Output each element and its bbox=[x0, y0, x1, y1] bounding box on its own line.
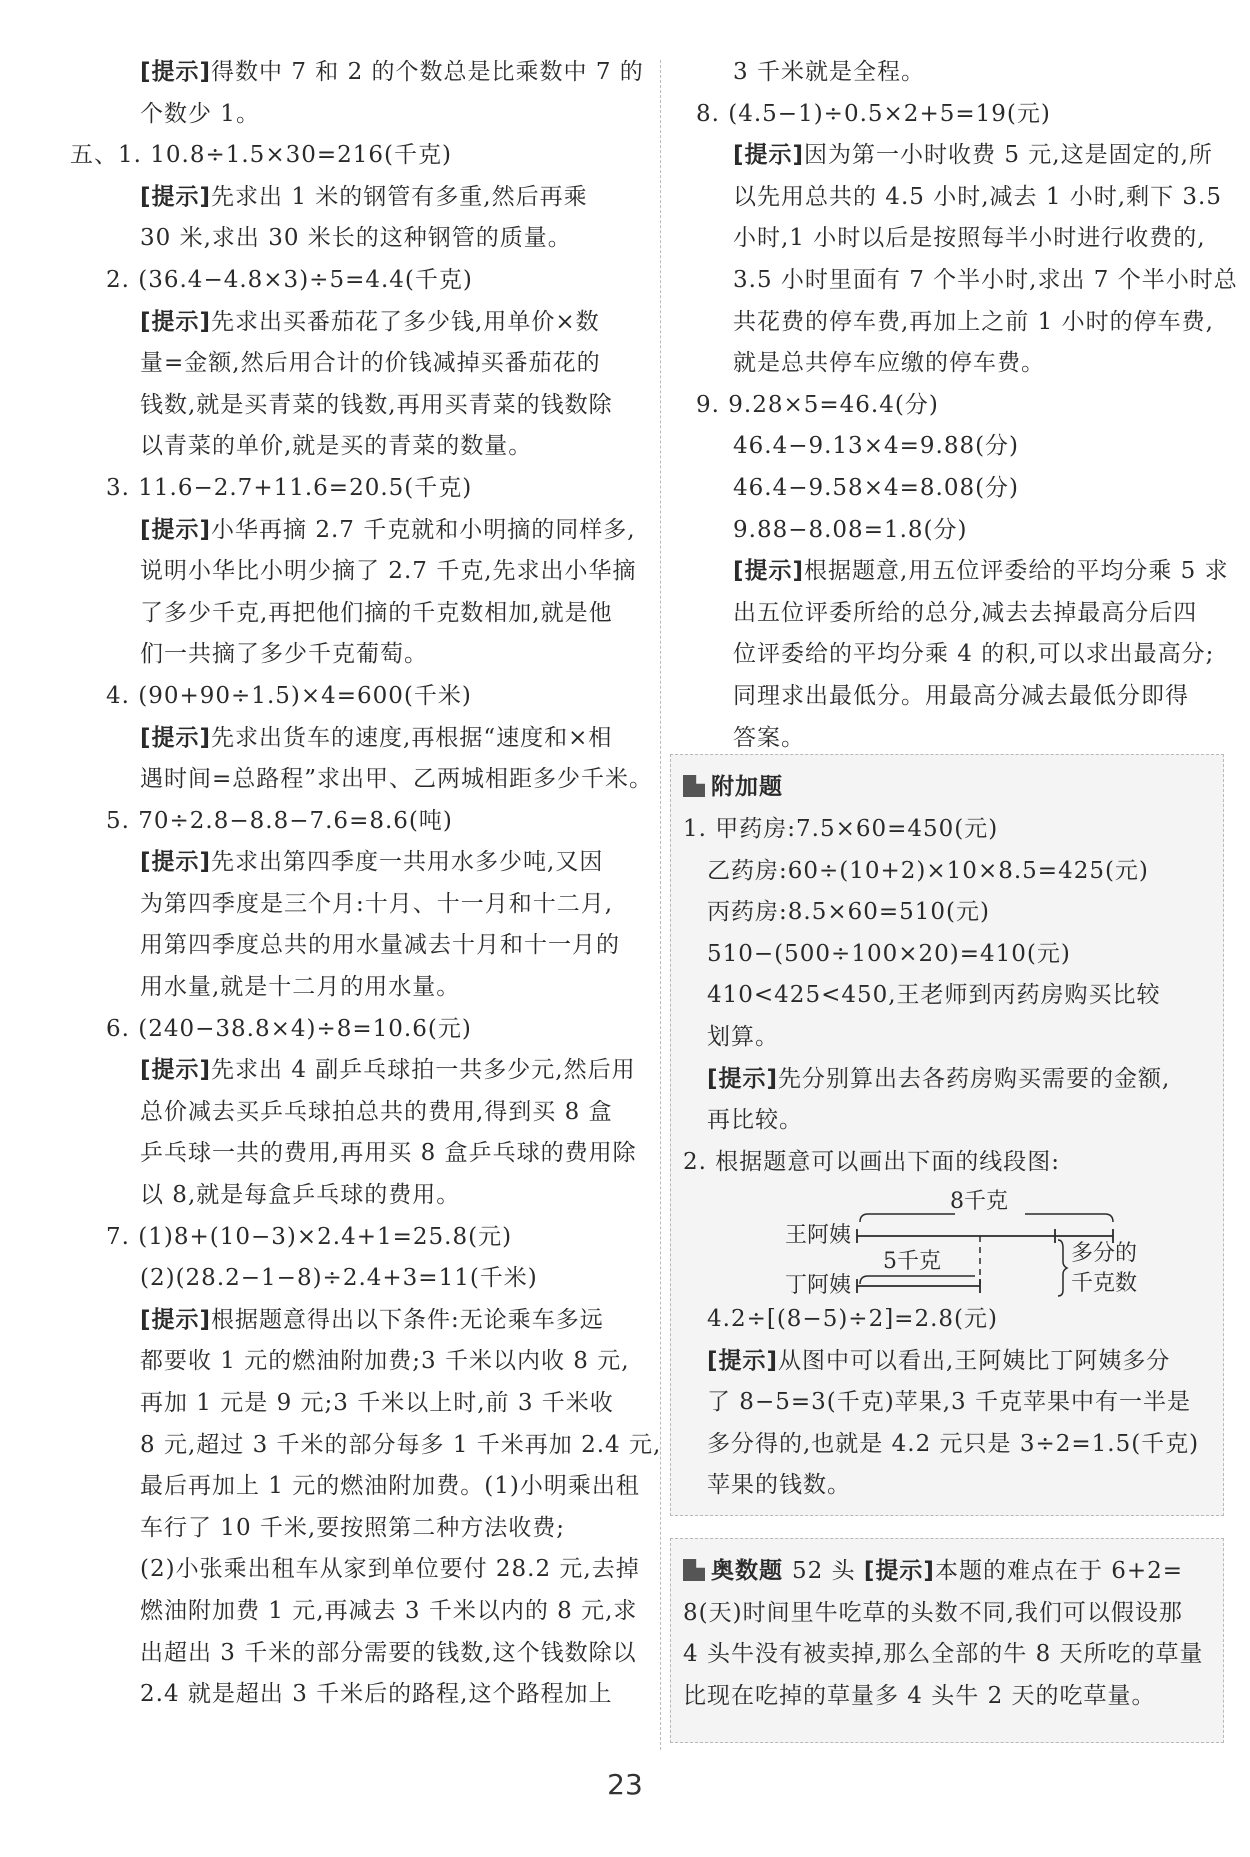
left-line: 3. 11.6−2.7+11.6=20.5(千克) bbox=[106, 474, 473, 501]
fj-after-line: 多分得的,也就是 4.2 元只是 3÷2=1.5(千克) bbox=[707, 1430, 1200, 1457]
left-line: [提示]小华再摘 2.7 千克就和小明摘的同样多, bbox=[140, 516, 636, 543]
right-line: 就是总共停车应缴的停车费。 bbox=[733, 350, 1045, 377]
left-line: [提示]先求出 4 副乒乓球拍一共多少元,然后用 bbox=[140, 1057, 636, 1084]
olympiad-line: 比现在吃掉的草量多 4 头牛 2 天的吃草量。 bbox=[683, 1682, 1156, 1709]
right-line: 答案。 bbox=[733, 724, 805, 751]
diagram-side-brace bbox=[1058, 1240, 1067, 1296]
right-line: 9. 9.28×5=46.4(分) bbox=[696, 391, 939, 418]
left-line: 再加 1 元是 9 元;3 千米以上时,前 3 千米收 bbox=[140, 1390, 614, 1416]
left-line: 以青菜的单价,就是买的青菜的数量。 bbox=[140, 433, 533, 460]
left-line: 说明小华比小明少摘了 2.7 千克,先求出小华摘 bbox=[140, 558, 637, 585]
right-line: [提示]因为第一小时收费 5 元,这是固定的,所 bbox=[733, 142, 1213, 169]
olympiad-line: 8(天)时间里牛吃草的头数不同,我们可以假设那 bbox=[683, 1599, 1183, 1626]
right-line: 8. (4.5−1)÷0.5×2+5=19(元) bbox=[696, 100, 1051, 127]
left-line: 个数少 1。 bbox=[140, 100, 260, 127]
diagram-top-label: 8千克 bbox=[950, 1189, 1008, 1214]
left-line: 5. 70÷2.8−8.8−7.6=8.6(吨) bbox=[106, 807, 453, 834]
left-line: 最后再加上 1 元的燃油附加费。(1)小明乘出租 bbox=[140, 1473, 640, 1500]
left-line: 以 8,就是每盒乒乓球的费用。 bbox=[140, 1182, 461, 1209]
right-line: 共花费的停车费,再加上之前 1 小时的停车费, bbox=[733, 308, 1214, 335]
left-line: 都要收 1 元的燃油附加费;3 千米以内收 8 元, bbox=[140, 1348, 630, 1375]
left-line: [提示]先求出货车的速度,再根据“速度和×相 bbox=[140, 724, 613, 751]
right-line: 以先用总共的 4.5 小时,减去 1 小时,剩下 3.5 bbox=[733, 183, 1222, 210]
olympiad-line: 4 头牛没有被卖掉,那么全部的牛 8 天所吃的草量 bbox=[683, 1641, 1204, 1668]
section-tag-icon bbox=[683, 775, 705, 797]
fj-line: 再比较。 bbox=[707, 1107, 803, 1134]
left-line: 钱数,就是买青菜的钱数,再用买青菜的钱数除 bbox=[140, 391, 613, 418]
fj-line: 乙药房:60÷(10+2)×10×8.5=425(元) bbox=[707, 857, 1149, 884]
left-line: 们一共摘了多少千克葡萄。 bbox=[140, 641, 428, 668]
left-line: 出超出 3 千米的部分需要的钱数,这个钱数除以 bbox=[140, 1639, 637, 1666]
olympiad-question-body bbox=[683, 1551, 1213, 1717]
fj-after-line: 苹果的钱数。 bbox=[707, 1472, 851, 1499]
olympiad-question-box bbox=[670, 1538, 1224, 1743]
left-line: 7. (1)8+(10−3)×2.4+1=25.8(元) bbox=[106, 1223, 513, 1250]
left-line: 8 元,超过 3 千米的部分每多 1 千米再加 2.4 元, bbox=[140, 1431, 662, 1458]
left-line: 总价减去买乒乓球拍总共的费用,得到买 8 盒 bbox=[140, 1098, 613, 1125]
bonus-question-body bbox=[683, 809, 1213, 1183]
page-number: 23 bbox=[607, 1768, 643, 1801]
bonus-question-box bbox=[670, 754, 1224, 1516]
right-line: 3 千米就是全程。 bbox=[733, 59, 925, 85]
left-column bbox=[70, 52, 662, 1716]
left-line: 30 米,求出 30 米长的这种钢管的质量。 bbox=[140, 225, 572, 252]
column-divider bbox=[660, 60, 661, 1750]
left-line: 为第四季度是三个月:十月、十一月和十二月, bbox=[140, 890, 614, 917]
left-line: 乒乓球一共的费用,再用买 8 盒乒乓球的费用除 bbox=[140, 1140, 637, 1167]
left-line: 遇时间=总路程”求出甲、乙两城相距多少千米。 bbox=[140, 766, 654, 793]
left-line: 五、1. 10.8÷1.5×30=216(千克) bbox=[70, 142, 452, 169]
left-line: [提示]得数中 7 和 2 的个数总是比乘数中 7 的 bbox=[140, 59, 644, 85]
diagram-top-brace bbox=[860, 1214, 1113, 1222]
fj-line: 2. 根据题意可以画出下面的线段图: bbox=[683, 1148, 1061, 1175]
diagram-side-label-2: 千克数 bbox=[1071, 1271, 1138, 1296]
diagram-row2-label: 丁阿姨 bbox=[785, 1273, 852, 1298]
fj-after-line: 了 8−5=3(千克)苹果,3 千克苹果中有一半是 bbox=[707, 1389, 1191, 1416]
fj-line: 划算。 bbox=[707, 1023, 779, 1050]
left-line: 燃油附加费 1 元,再减去 3 千米以内的 8 元,求 bbox=[140, 1597, 638, 1624]
left-line: 量=金额,然后用合计的价钱减掉买番茄花的 bbox=[140, 350, 601, 377]
right-line: 3.5 小时里面有 7 个半小时,求出 7 个半小时总 bbox=[733, 267, 1238, 293]
left-line: 2. (36.4−4.8×3)÷5=4.4(千克) bbox=[106, 266, 473, 293]
right-line: 46.4−9.58×4=8.08(分) bbox=[733, 475, 1020, 501]
left-line: [提示]先求出 1 米的钢管有多重,然后再乘 bbox=[140, 183, 588, 210]
left-line: 车行了 10 千米,要按照第二种方法收费; bbox=[140, 1514, 565, 1541]
olympiad-title: 奥数题 bbox=[683, 1558, 792, 1584]
left-line: 4. (90+90÷1.5)×4=600(千米) bbox=[106, 682, 472, 709]
fj-after-line: [提示]从图中可以看出,王阿姨比丁阿姨多分 bbox=[707, 1347, 1171, 1374]
left-line: (2)小张乘出租车从家到单位要付 28.2 元,去掉 bbox=[140, 1556, 640, 1583]
left-line: 6. (240−38.8×4)÷8=10.6(元) bbox=[106, 1015, 472, 1042]
fj-line: 丙药房:8.5×60=510(元) bbox=[707, 899, 990, 926]
fj-line: 510−(500÷100×20)=410(元) bbox=[707, 940, 1071, 967]
fj-after-line: 4.2÷[(8−5)÷2]=2.8(元) bbox=[707, 1306, 998, 1332]
bonus-question-title: 附加题 bbox=[683, 767, 783, 809]
right-line: 9.88−8.08=1.8(分) bbox=[733, 516, 968, 543]
bonus-question-body-after bbox=[683, 1299, 1213, 1507]
left-line: 用第四季度总共的用水量减去十月和十一月的 bbox=[140, 932, 620, 959]
left-line: [提示]先求出第四季度一共用水多少吨,又因 bbox=[140, 849, 604, 876]
left-line: [提示]根据题意得出以下条件:无论乘车多远 bbox=[140, 1306, 604, 1333]
segment-diagram bbox=[775, 1182, 1195, 1312]
left-line: 用水量,就是十二月的用水量。 bbox=[140, 974, 461, 1001]
fj-line: [提示]先分别算出去各药房购买需要的金额, bbox=[707, 1065, 1171, 1092]
section-tag-icon bbox=[683, 1559, 705, 1581]
right-line: 46.4−9.13×4=9.88(分) bbox=[733, 433, 1020, 460]
left-line: [提示]先求出买番茄花了多少钱,用单价×数 bbox=[140, 308, 600, 335]
fj-line: 410<425<450,王老师到丙药房购买比较 bbox=[707, 982, 1161, 1009]
diagram-row2-segment-label: 5千克 bbox=[883, 1249, 941, 1274]
diagram-side-label-1: 多分的 bbox=[1071, 1241, 1138, 1266]
left-line: 了多少千克,再把他们摘的千克数相加,就是他 bbox=[140, 599, 613, 626]
left-line: (2)(28.2−1−8)÷2.4+3=11(千米) bbox=[140, 1265, 538, 1292]
right-line: 出五位评委所给的总分,减去去掉最高分后四 bbox=[733, 599, 1198, 626]
right-line: 位评委给的平均分乘 4 的积,可以求出最高分; bbox=[733, 641, 1215, 668]
diagram-row1-label: 王阿姨 bbox=[785, 1223, 852, 1248]
olympiad-line: 奥数题 52 头 [提示]本题的难点在于 6+2= bbox=[683, 1551, 1213, 1593]
fj-line: 1. 甲药房:7.5×60=450(元) bbox=[683, 816, 999, 842]
left-line: 2.4 就是超出 3 千米后的路程,这个路程加上 bbox=[140, 1681, 613, 1708]
right-line: [提示]根据题意,用五位评委给的平均分乘 5 求 bbox=[733, 558, 1229, 585]
right-line: 同理求出最低分。用最高分减去最低分即得 bbox=[733, 683, 1189, 709]
right-line: 小时,1 小时以后是按照每半小时进行收费的, bbox=[733, 225, 1206, 252]
